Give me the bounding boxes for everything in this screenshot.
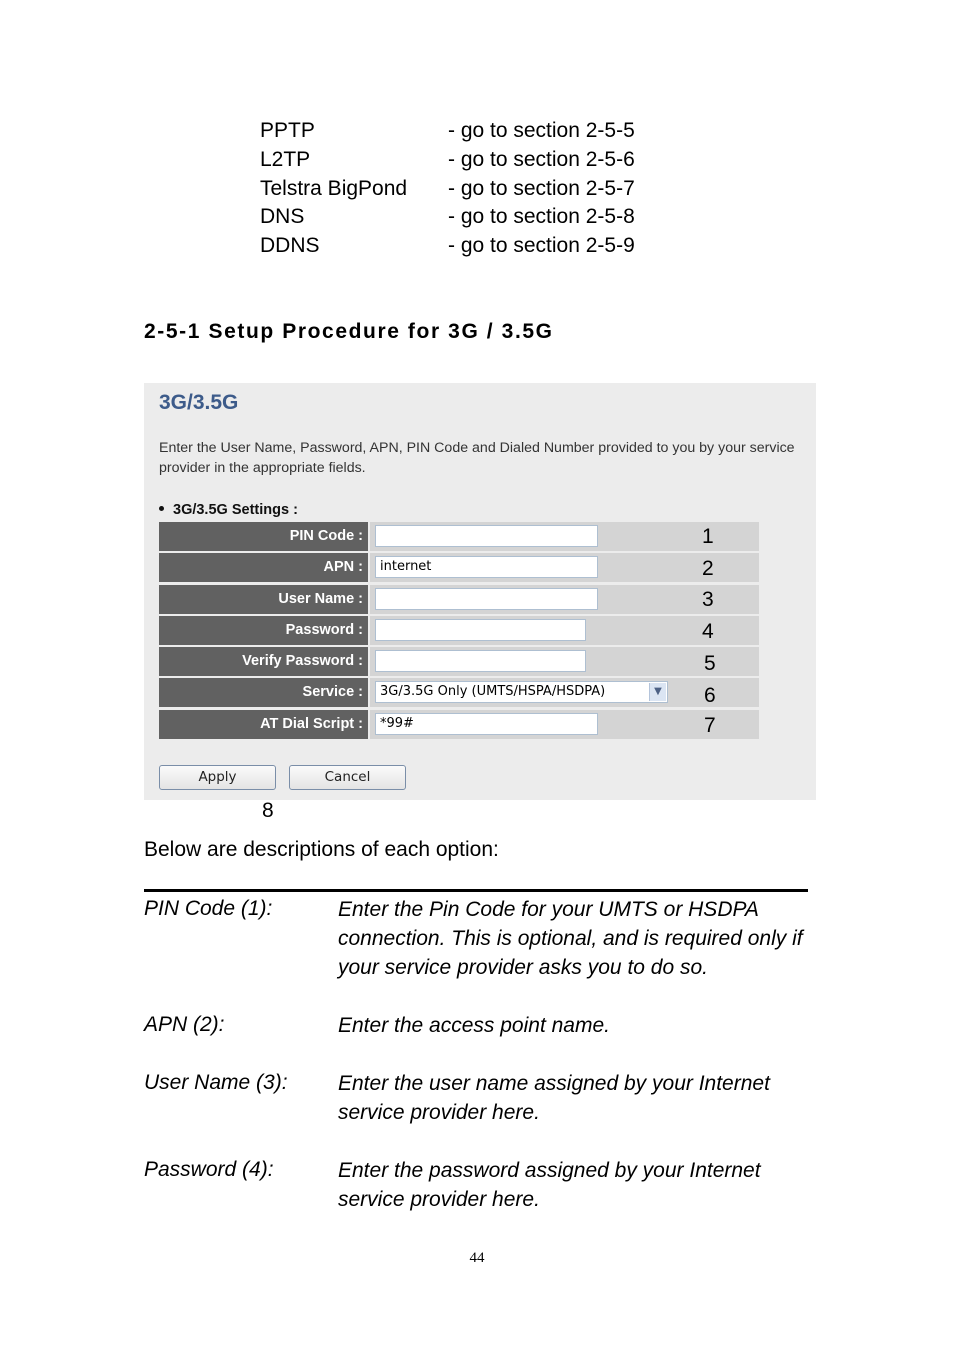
option-description: Enter the access point name.	[338, 1014, 610, 1037]
password-label: Password :	[159, 616, 368, 645]
divider	[144, 889, 808, 892]
toc-row	[260, 116, 710, 145]
callout-number: 7	[704, 714, 716, 737]
cancel-button[interactable]: Cancel	[289, 765, 406, 790]
toc-item-name: DNS	[260, 205, 305, 228]
user-name-label: User Name :	[159, 585, 368, 614]
section-heading: 2-5-1 Setup Procedure for 3G / 3.5G	[144, 320, 554, 343]
apn-row	[159, 553, 759, 582]
toc-row	[260, 174, 710, 203]
toc-item-ref: - go to section 2-5-8	[448, 205, 635, 228]
toc-item-name: L2TP	[260, 148, 311, 171]
at-dial-script-row	[159, 710, 759, 739]
option-description: Enter the user name assigned by your Internet service provider here.	[338, 1072, 770, 1124]
verify-password-input[interactable]	[375, 650, 586, 672]
pin-code-label: PIN Code :	[159, 522, 368, 551]
user-name-row	[159, 585, 759, 614]
password-input[interactable]	[375, 619, 586, 641]
toc-item-ref: - go to section 2-5-9	[448, 234, 635, 257]
settings-heading	[159, 502, 298, 518]
apply-button[interactable]: Apply	[159, 765, 276, 790]
bullet-icon	[159, 506, 164, 511]
apn-label: APN :	[159, 553, 368, 582]
user-name-input[interactable]	[375, 588, 598, 610]
user-name-cell	[370, 585, 759, 614]
toc-item-ref: - go to section 2-5-6	[448, 148, 635, 171]
option-description: Enter the password assigned by your Internet service provider here.	[338, 1159, 761, 1211]
pin-code-input[interactable]	[375, 525, 598, 547]
option-description: Enter the Pin Code for your UMTS or HSDPA connection. This is optional, and is required only if your service provider asks you to do so.	[338, 898, 803, 979]
panel-description: Enter the User Name, Password, APN, PIN Code and Dialed Number provided to you by your service provider in the appropriate fields.	[159, 440, 795, 476]
callout-number: 1	[702, 525, 714, 548]
chevron-down-icon[interactable]: ▼	[649, 683, 666, 701]
service-row	[159, 678, 759, 707]
at-dial-script-label: AT Dial Script :	[159, 710, 368, 739]
password-row	[159, 616, 759, 645]
toc-row	[260, 231, 710, 260]
settings-heading-text: 3G/3.5G Settings :	[173, 502, 298, 518]
callout-number: 5	[704, 652, 716, 675]
page-number: 44	[469, 1250, 485, 1266]
panel-title: 3G/3.5G	[159, 391, 239, 414]
toc-item-ref: - go to section 2-5-7	[448, 177, 635, 200]
pin-code-row	[159, 522, 759, 551]
option-name: User Name (3):	[144, 1071, 288, 1094]
callout-number: 2	[702, 557, 714, 580]
service-selected-value: 3G/3.5G Only (UMTS/HSPA/HSDPA)	[380, 684, 606, 699]
toc-row	[260, 145, 710, 174]
apn-cell	[370, 553, 759, 582]
service-cell	[370, 678, 759, 707]
option-name: APN (2):	[144, 1013, 225, 1036]
option-name: PIN Code (1):	[144, 897, 273, 920]
at-dial-script-cell	[370, 710, 759, 739]
password-cell	[370, 616, 759, 645]
at-dial-script-input[interactable]: *99#	[375, 713, 598, 735]
toc-item-name: DDNS	[260, 234, 320, 257]
toc-item-ref: - go to section 2-5-5	[448, 119, 635, 142]
callout-number: 4	[702, 620, 714, 643]
verify-password-cell	[370, 647, 759, 676]
callout-number: 6	[704, 684, 716, 707]
toc-row	[260, 202, 710, 231]
apn-input[interactable]: internet	[375, 556, 598, 578]
verify-password-label: Verify Password :	[159, 647, 368, 676]
callout-number: 3	[702, 588, 714, 611]
callout-number: 8	[262, 799, 274, 822]
toc-item-name: Telstra BigPond	[260, 177, 408, 200]
service-label: Service :	[159, 678, 368, 707]
descriptions-intro: Below are descriptions of each option:	[144, 838, 499, 861]
pin-code-cell	[370, 522, 759, 551]
toc-item-name: PPTP	[260, 119, 315, 142]
service-select[interactable]	[375, 681, 668, 703]
option-name: Password (4):	[144, 1158, 274, 1181]
verify-password-row	[159, 647, 759, 676]
